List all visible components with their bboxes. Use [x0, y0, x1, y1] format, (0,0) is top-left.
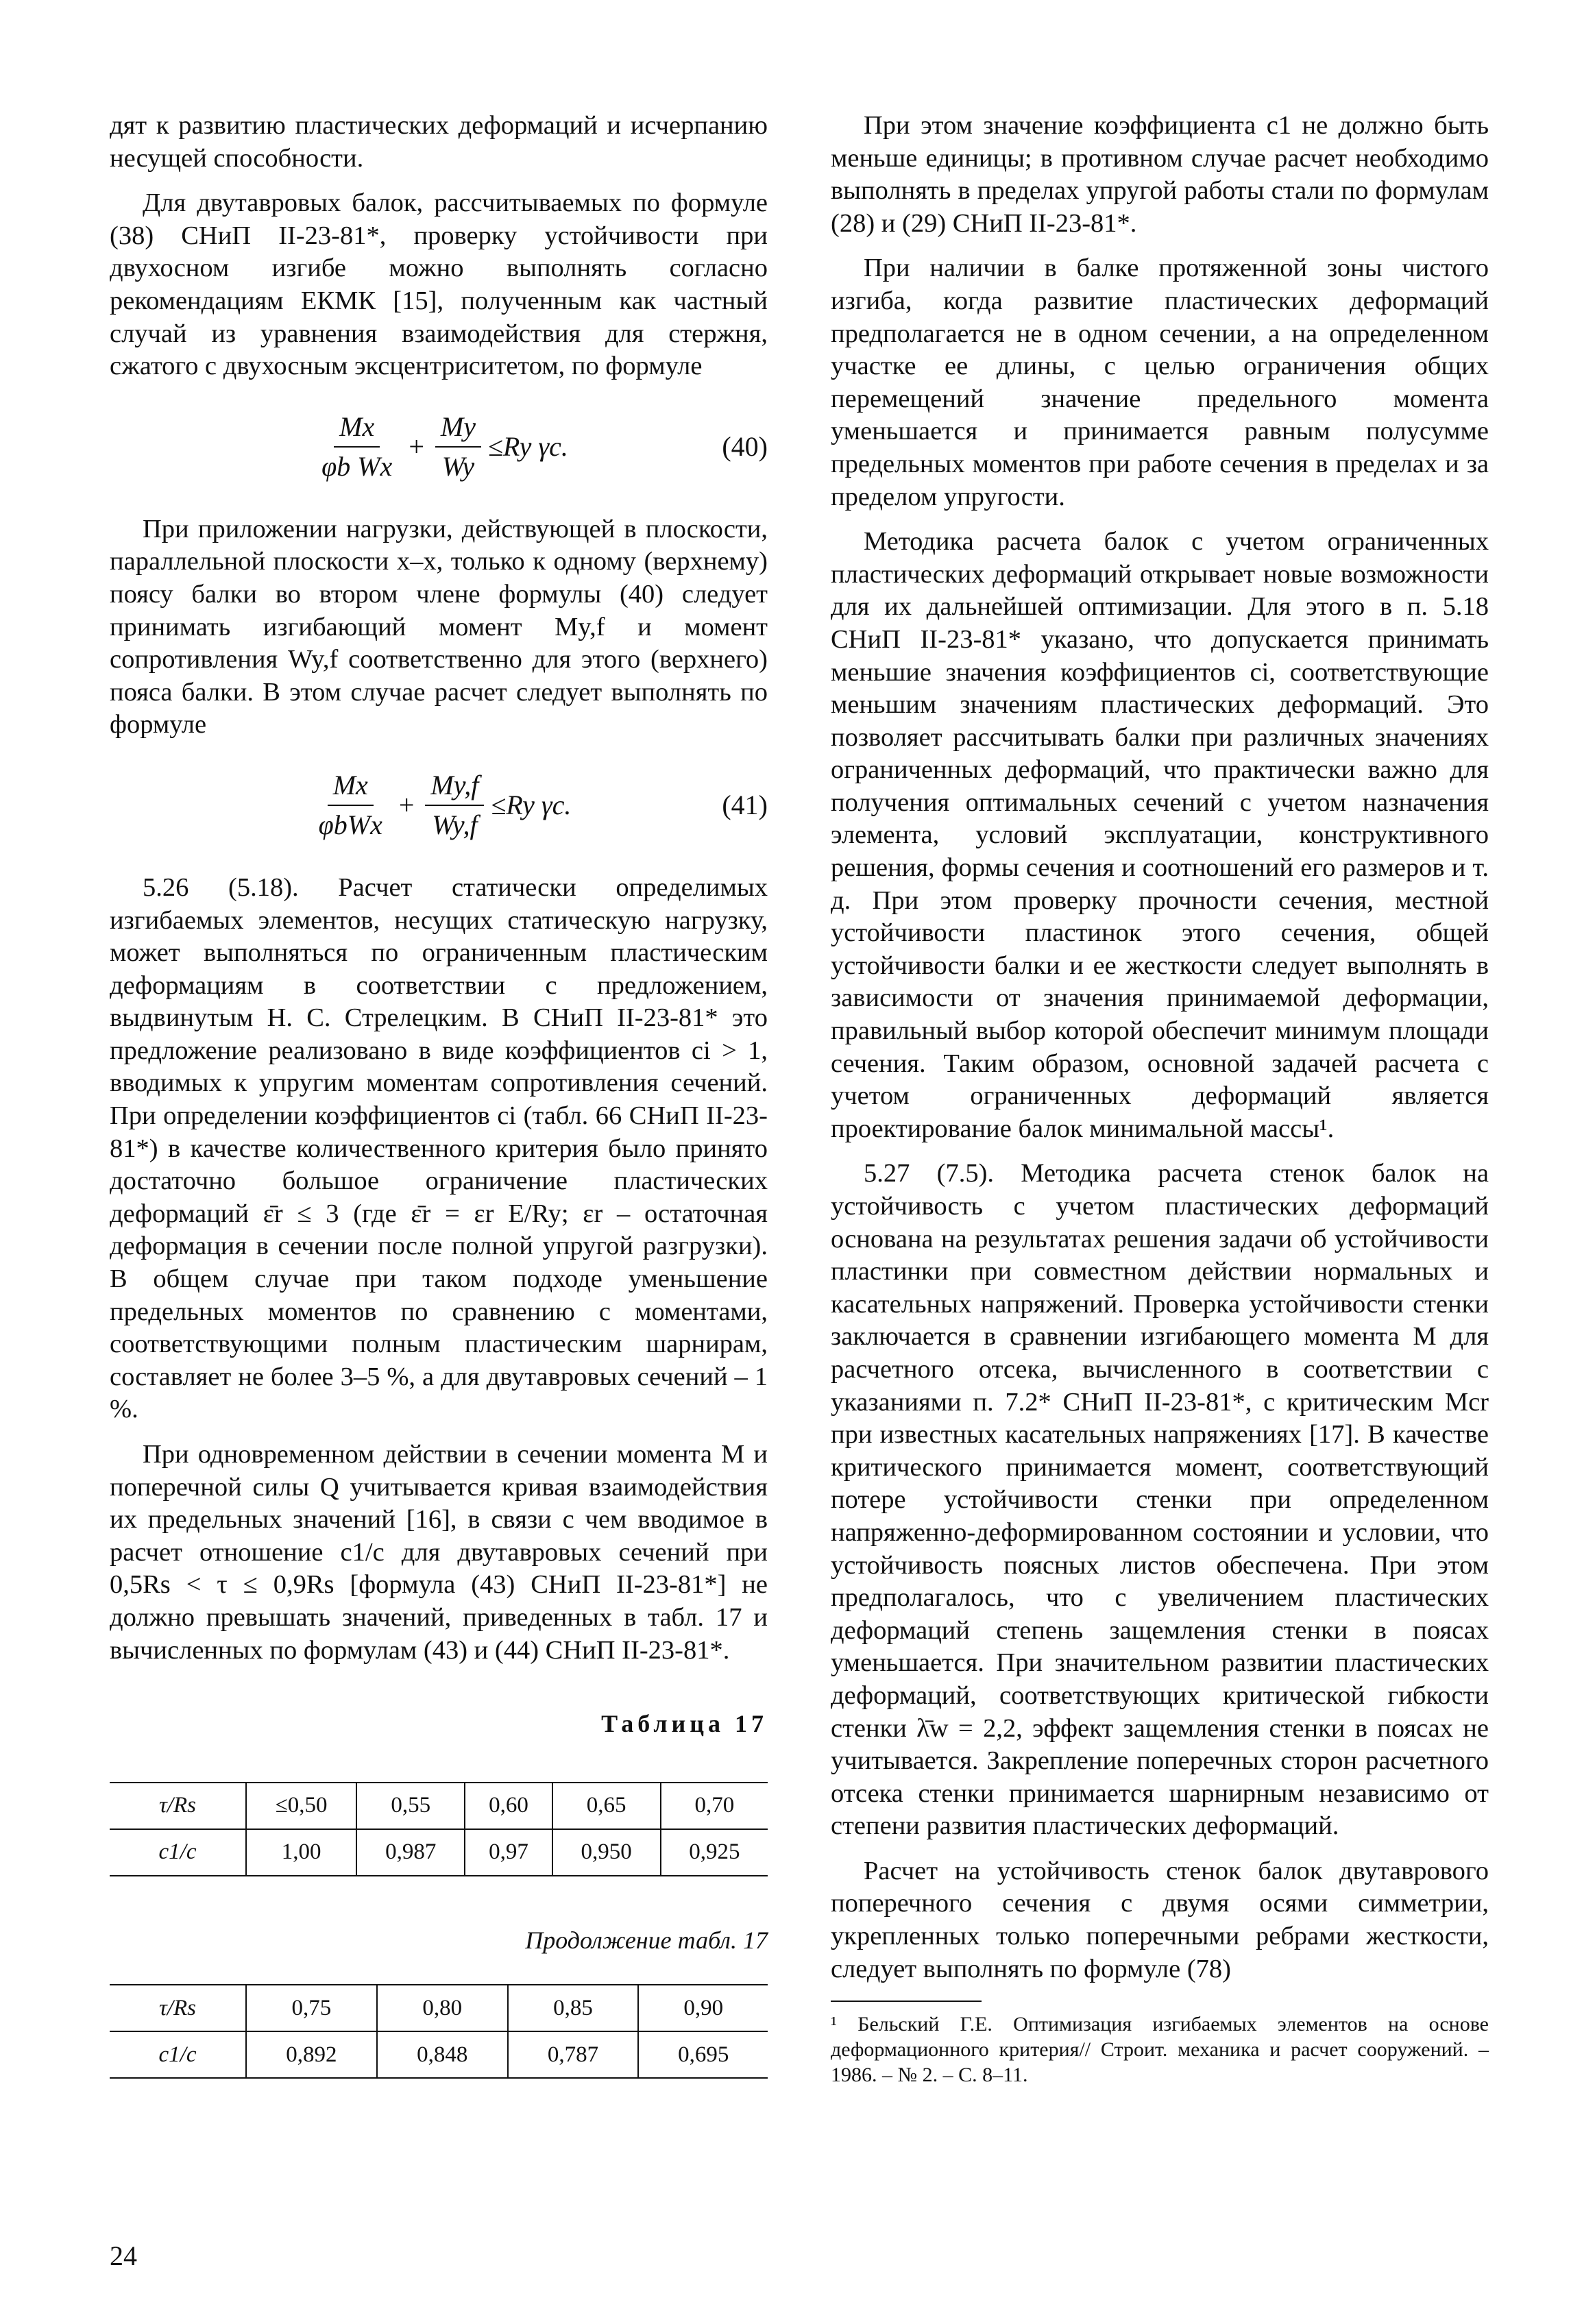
formula-denominator: φb Wx [321, 450, 393, 482]
table-caption: Таблица 17 [601, 1710, 768, 1738]
paragraph: дят к развитию пластических деформаций и исчерпанию несущей способности. [110, 111, 768, 173]
table-cell: ≤0,50 [246, 1783, 356, 1829]
table-continuation-caption: Продолжение табл. 17 [525, 1926, 768, 1954]
formula-numerator: Mx [328, 769, 374, 806]
formula-numerator: Mx [334, 411, 380, 448]
right-column [831, 110, 1489, 2088]
table-cell: c1/c [110, 1829, 246, 1876]
formula-41 [110, 754, 768, 857]
formula-operator: + [409, 430, 424, 462]
table-cell: 0,97 [465, 1829, 552, 1876]
table-cell: 1,00 [246, 1829, 356, 1876]
table-cell: 0,787 [508, 2031, 639, 2078]
table-cell: τ/Rs [110, 1783, 246, 1829]
table-row [110, 1829, 768, 1876]
paragraph: Методика расчета балок с учетом ограниченных пластических деформаций открывает новые возможности для их дальнейшей оптимизации. Для этого в п. 5.18 СНиП II-23-81* указано, что допускается принимать меньшие значения коэффициентов ci, соответствующие меньшим значениям пластических деформаций. Это позволяет рассчитывать балки при различных значениях ограниченных деформаций, что практически важно для получения оптимальных сечений с учетом назначения элемента, условий эксплуатации, конструктивного решения, формы сечения и соотношений его размеров и т. д. При этом проверку прочности сечения, местной устойчивости пластинок этого сечения, общей устойчивости балки и ее жесткости следует выполнять в зависимости от значения принимаемой деформации, правильный выбор которой обеспечит минимум площади сечения. Таким образом, основной задачей расчета с учетом ограниченных деформаций является проектирование балок минимальной массы¹. [831, 527, 1489, 1143]
table-cell: 0,90 [638, 1985, 768, 2031]
table-cell: 0,60 [465, 1783, 552, 1829]
footnote-rule [831, 2001, 982, 2002]
equation-number: (41) [722, 790, 768, 821]
paragraph: При приложении нагрузки, действующей в плоскости, параллельной плоскости x–x, только к одному (верхнему) поясу балки во втором члене формулы (40) следует принимать изгибающий момент My,f и момент сопротивления Wy,f соответственно для этого (верхнего) пояса балки. В этом случае расчет следует выполнять по формуле [110, 514, 768, 739]
table-cell: 0,80 [377, 1985, 508, 2031]
paragraph-5-27: 5.27 (7.5). Методика расчета стенок балок на устойчивость с учетом пластических деформаций основана на результатах решения задачи об устойчивости пластинки при совместном действии нормальных и касательных напряжений. Проверка устойчивости стенки заключается в сравнении изгибающего момента M для расчетного отсека, вычисленного в соответствии с указаниями п. 7.2* СНиП II-23-81*, с критическим Mcr при известных касательных напряжениях [17]. В качестве критического принимается момент, соответствующий потере устойчивости стенки при определенном напряженно-деформированном состоянии и условии, что устойчивость поясных листов обеспечена. При этом предполагалось, что с увеличением пластических деформаций степень защемления стенки в поясах уменьшается. При значительном развитии пластических деформаций, соответствующих критической гибкости стенки λ̄w = 2,2, эффект защемления стенки в поясах не учитывается. Закрепление поперечных сторон расчетного отсека стенки принимается шарнирным независимо от степени развития пластических деформаций. [831, 1159, 1489, 1841]
formula-rhs: ≤Ry γc. [491, 790, 572, 821]
paragraph: При одновременном действии в сечении момента M и поперечной силы Q учитывается кривая взаимодействия их предельных значений [16], в связи с чем вводимое в расчет отношение c1/c для двутавровых сечений при 0,5Rs < τ ≤ 0,9Rs [формула (43) СНиП II-23-81*] не должно превышать значений, приведенных в табл. 17 и вычисленных по формулам (43) и (44) СНиП II-23-81*. [110, 1440, 768, 1665]
table-cell: 0,55 [356, 1783, 465, 1829]
table-cell: 0,950 [552, 1829, 661, 1876]
paragraph: Для двутавровых балок, рассчитываемых по формуле (38) СНиП II-23-81*, проверку устойчивости при двухосном изгибе можно выполнять согласно рекомендациям ЕКМК [15], полученным как частный случай из уравнения взаимодействия для стержня, сжатого с двухосным эксцентриситетом, по формуле [110, 188, 768, 381]
table-cell: 0,695 [638, 2031, 768, 2078]
table-cell: 0,925 [661, 1829, 768, 1876]
table-cell: τ/Rs [110, 1985, 246, 2031]
table-cell: 0,892 [246, 2031, 377, 2078]
paragraph-5-26: 5.26 (5.18). Расчет статически определимых изгибаемых элементов, несущих статическую нагрузку, может выполняться по ограниченным пластическим деформациям в соответствии с предложением, выдвинутым Н. С. Стрелецким. В СНиП II-23-81* это предложение реализовано в виде коэффициентов ci > 1, вводимых к упругим моментам сопротивления сечений. При определении коэффициентов ci (табл. 66 СНиП II-23-81*) в качестве количественного критерия было принято достаточно большое ограничение пластических деформаций ε̄r ≤ 3 (где ε̄r = εr E/Ry; εr – остаточная деформация в сечении после полной упругой разгрузки). В общем случае при таком подходе уменьшение предельных моментов по сравнению с моментами, соответствующими полным пластическим шарнирам, составляет не более 3–5 %, а для двутавровых сечений – 1 %. [110, 872, 768, 1424]
table-row [110, 1985, 768, 2031]
table-cell: c1/c [110, 2031, 246, 2078]
paragraph: При этом значение коэффициента c1 не должно быть меньше единицы; в противном случае расчет необходимо выполнять в пределах упругой работы стали по формулам (28) и (29) СНиП II-23-81*. [831, 111, 1489, 238]
table-cell: 0,70 [661, 1783, 768, 1829]
page-number: 24 [110, 2240, 137, 2271]
formula-operator: + [398, 790, 415, 821]
left-column [110, 110, 768, 2079]
formula-denominator: Wy,f [432, 809, 478, 840]
formula-denominator: Wy [441, 450, 475, 482]
table-cell: 0,65 [552, 1783, 661, 1829]
table-cell: 0,75 [246, 1985, 377, 2031]
paragraph: При наличии в балке протяженной зоны чистого изгиба, когда развитие пластических деформаций предполагается не в одном сечении, а на определенном участке ее длины, с целью ограничения общих перемещений значение предельного момента уменьшается и принимается равным полусумме предельных моментов при работе сечения в пределах и за пределом упругости. [831, 254, 1489, 511]
formula-denominator: φbWx [318, 809, 382, 840]
table-row [110, 2031, 768, 2078]
formula-numerator: My [435, 411, 481, 448]
table-cell: 0,848 [377, 2031, 508, 2078]
table-cell: 0,85 [508, 1985, 639, 2031]
footnote: ¹ Бельский Г.Е. Оптимизация изгибаемых элементов на основе деформационного критерия// Строит. механика и расчет сооружений. – 1986. – № 2. – С. 8–11. [831, 2013, 1489, 2087]
paragraph: Расчет на устойчивость стенок балок двутаврового поперечного сечения с двумя осями симметрии, укрепленных только поперечными ребрами жесткости, следует выполнять по формуле (78) [831, 1856, 1489, 1983]
table-cell: 0,987 [356, 1829, 465, 1876]
formula-rhs: ≤Ry γc. [487, 430, 568, 462]
table-17 [110, 1782, 768, 1876]
table-row [110, 1783, 768, 1829]
equation-number: (40) [722, 430, 768, 462]
formula-numerator: My,f [425, 769, 484, 806]
formula-40 [110, 395, 768, 498]
table-17-continued [110, 1984, 768, 2079]
